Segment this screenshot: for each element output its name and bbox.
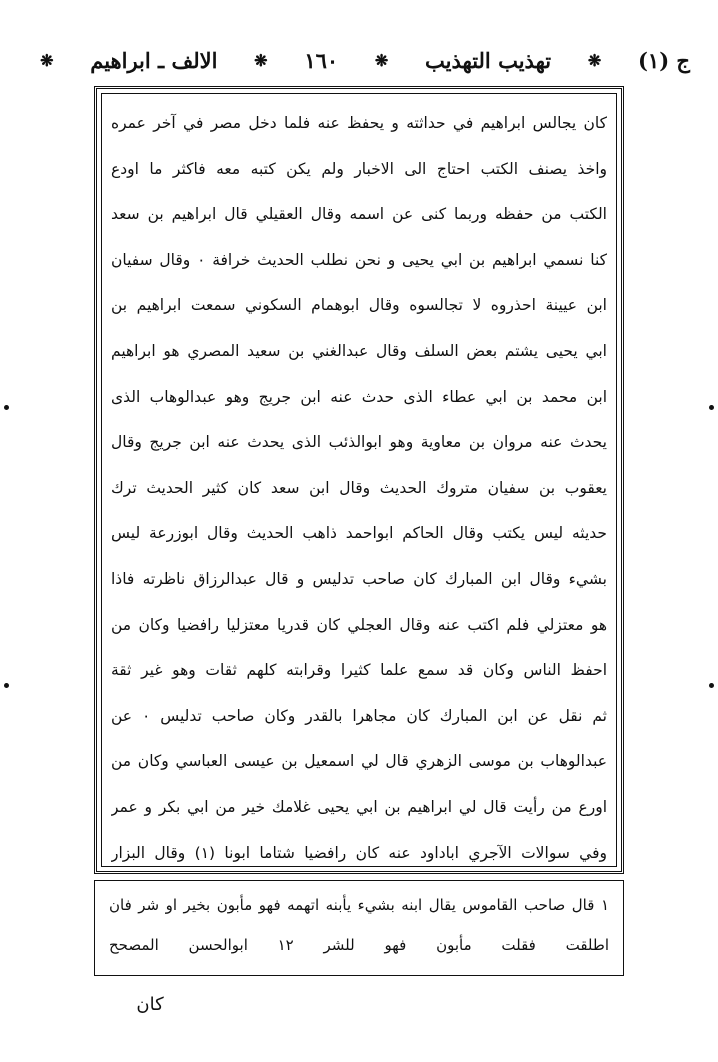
book-title: تهذيب التهذيب: [425, 47, 552, 73]
footnote-line: اطلقت فقلت مأبون فهو للشر ١٢ ابوالحسن المصحح: [109, 936, 609, 954]
margin-mark: [709, 683, 714, 688]
text-line: هو معتزلي فلم اكتب عنه وقال العجلي كان قدريا معتزليا رافضيا وكان من: [111, 615, 607, 634]
body-text: [111, 101, 607, 876]
ornament-icon: ❋: [587, 50, 602, 70]
text-line: واخذ يصنف الكتب احتاج الى الاخبار ولم يكن كتبه معه فاكثر ما اودع: [111, 159, 607, 178]
text-line: كان يجالس ابراهيم في حداثته و يحفظ عنه فلما دخل مصر في آخر عمره: [111, 114, 607, 132]
catchword: كان: [136, 994, 164, 1015]
text-line: يحدث عنه مروان بن معاوية وهو ابوالذئب الذى يحدث عنه ابن جريج وقال: [111, 433, 607, 452]
margin-mark: [709, 405, 714, 410]
volume-label: ج (١): [637, 47, 690, 73]
text-line: احفظ الناس وكان قد سمع علما كثيرا وقرابته كلهم ثقات وهو غير ثقة: [111, 661, 607, 680]
footnote-box: [94, 880, 624, 976]
text-line: الكتب من حفظه وربما كنى عن اسمه وقال العقيلي قال ابراهيم بن سعد: [111, 205, 607, 224]
page-number: ١٦٠: [304, 47, 339, 73]
text-line: بشيء وقال ابن المبارك كان صاحب تدليس و قال عبدالرزاق ناظرته فاذا: [111, 569, 607, 588]
text-line: ابي يحيى يشتم بعض السلف وقال عبدالغني بن سعيد المصري هو ابراهيم: [111, 341, 607, 360]
text-line: ابن عيينة احذروه لا تجالسوه وقال ابوهمام السكوني سمعت ابراهيم بن: [111, 296, 607, 315]
text-line: اورع من رأيت قال لي ابراهيم بن ابي يحيى غلامك خير من ابي بكر و عمر: [111, 797, 607, 816]
text-line: ابن محمد بن ابي عطاء الذى حدث عنه ابن جريج وهو عبدالوهاب الذى: [111, 387, 607, 406]
ornament-icon: ❋: [254, 50, 268, 70]
text-line: كنا نسمي ابراهيم بن ابي يحيى و نحن نطلب الحديث خرافة ٠ وقال سفيان: [111, 250, 607, 269]
margin-mark: [4, 405, 9, 410]
text-line: يعقوب بن سفيان متروك الحديث وقال ابن سعد كان كثير الحديث ترك: [111, 478, 607, 497]
ornament-icon: ❋: [40, 50, 54, 70]
text-frame: [94, 86, 624, 874]
ornament-icon: ❋: [374, 50, 389, 70]
text-line: عبدالوهاب بن موسى الزهري قال لي اسمعيل بن عيسى العباسي وكان من: [111, 752, 607, 771]
section-title: الالف ـ ابراهيم: [90, 47, 218, 73]
footnote-line: ١ قال صاحب القاموس يقال ابنه بشيء يأبنه اتهمه فهو مأبون بخير او شر فان: [109, 896, 609, 914]
text-line: وفي سوالات الآجري اباداود عنه كان رافضيا شتاما ابونا (١) وقال البزار: [111, 843, 607, 862]
text-line: حديثه ليس يكتب وقال الحاكم ابواحمد ذاهب الحديث وقال ابوزرعة ليس: [111, 524, 607, 543]
page-header: [40, 38, 690, 82]
margin-mark: [4, 683, 9, 688]
text-line: ثم نقل عن ابن المبارك كان مجاهرا بالقدر وكان صاحب تدليس ٠ عن: [111, 706, 607, 725]
